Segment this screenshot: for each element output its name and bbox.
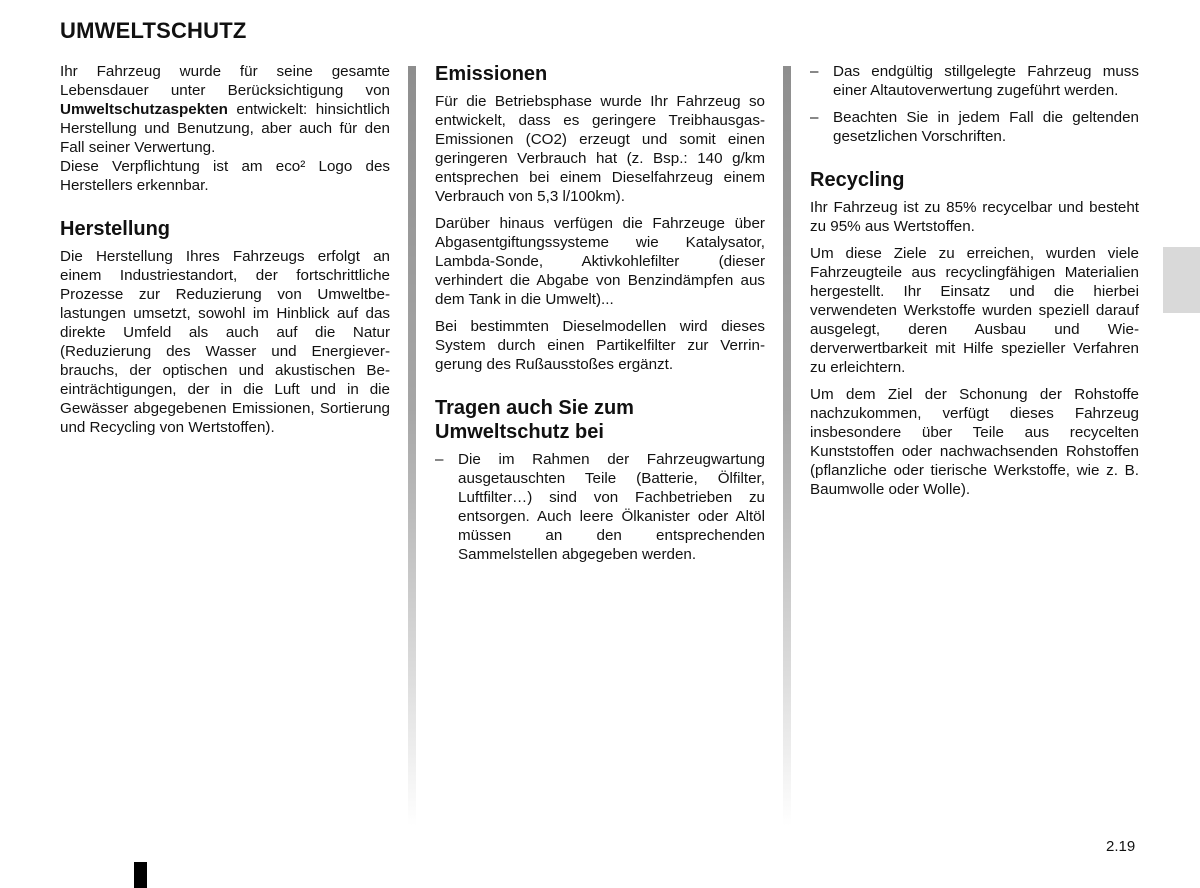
list-item	[810, 62, 1139, 100]
herstellung-paragraph: Die Herstellung Ihres Fahrzeugs erfolgt an einem Industriestandort, der fortschrittliche Prozesse zur Reduzierung von Umweltbelastungen umsetzt, sowohl im Hinblick auf das direkte Umfeld als auch auf die Natur (Reduzierung des Wasser und Energieverbrauchs, der optischen und akustischen Beeinträchtigungen, der in die Luft und in die Gewässer abgegebenen Emissionen, Sortierung und Recycling von Wertstoffen).	[60, 248, 390, 436]
column-left	[60, 62, 390, 445]
recycling-paragraph: Um diese Ziele zu erreichen, wurden viele Fahrzeugteile aus recyclingfähigen Materialien hergestellt. Ihr Einsatz und die hierbei verwendeten Werkstoffe wurden speziell darauf ausgelegt, deren Ausbau und Wiederverwertbarkeit mit Hilfe spezieller Verfahren zu erleichtern.	[810, 245, 1139, 376]
dash-list	[810, 62, 1139, 146]
page-number: 2.19	[1106, 838, 1136, 855]
list-item-text: Die im Rahmen der Fahrzeugwartung ausgetauschten Teile (Batterie, Ölfilter, Luftfilter…) sind von Fachbetrieben zu entsorgen. Auch leere Ölkanister oder Altöl müssen an den entsprechenden Sammelstellen abgegeben werden.	[458, 451, 765, 563]
intro-bold-term: Umweltschutzaspekten	[60, 101, 228, 118]
intro-text-continued: entwickelt: hinsichtlich Herstellung und Benutzung, aber auch für den Fall seiner Verwertung.	[60, 101, 390, 156]
heading-tragen: Tragen auch Sie zum Umweltschutz bei	[435, 397, 634, 443]
column-divider	[783, 66, 791, 826]
print-corner-mark	[134, 862, 147, 888]
intro-paragraph	[60, 62, 390, 195]
dash-list	[435, 450, 765, 564]
emissionen-paragraph: Für die Betriebsphase wurde Ihr Fahrzeug so entwickelt, dass es geringere Treibhausgas-Emissionen (CO2) erzeugt und somit einen geringeren Verbrauch hat (z. Bsp.: 140 g/km entsprechen bei einem Dieselfahrzeug einem Verbrauch von 5,3 l/100km).	[435, 93, 765, 205]
heading-herstellung: Herstellung	[60, 218, 171, 240]
chapter-tab	[1163, 247, 1200, 313]
recycling-paragraph: Ihr Fahrzeug ist zu 85% recycelbar und besteht zu 95% aus Wertstoffen.	[810, 199, 1139, 235]
intro-text: Ihr Fahrzeug wurde für seine gesamte Lebensdauer unter Berücksichtigung von	[60, 63, 390, 99]
dash-bullet: –	[810, 109, 819, 126]
emissionen-paragraph: Darüber hinaus verfügen die Fahrzeuge über Abgasentgiftungssysteme wie Katalysator, Lambda-Sonde, Aktivkohlefilter (dieser verhindert die Abgabe von Benzindämpfen aus dem Tank in die Umwelt)...	[435, 215, 765, 308]
column-right	[810, 62, 1139, 507]
list-item-text: Das endgültig stillgelegte Fahrzeug muss einer Altautoverwertung zugeführt werden.	[833, 63, 1139, 99]
dash-bullet: –	[435, 451, 444, 468]
list-item-text: Beachten Sie in jedem Fall die geltenden gesetzlichen Vorschriften.	[833, 109, 1139, 145]
column-middle	[435, 62, 765, 572]
heading-recycling: Recycling	[810, 169, 905, 191]
page-title: UMWELTSCHUTZ	[60, 18, 247, 43]
eco-logo-note: Diese Verpflichtung ist am eco² Logo des Herstellers erkennbar.	[60, 158, 390, 194]
recycling-paragraph: Um dem Ziel der Schonung der Rohstoffe nachzukommen, verfügt dieses Fahrzeug insbesondere über Teile aus recycelten Kunststoffen oder nachwachsenden Rohstoffen (pflanzliche oder tierische Werkstoffe, wie z. B. Baumwolle oder Wolle).	[810, 386, 1139, 498]
list-item	[810, 108, 1139, 146]
list-item	[435, 450, 765, 564]
heading-emissionen: Emissionen	[435, 63, 548, 85]
column-divider	[408, 66, 416, 826]
emissionen-paragraph: Bei bestimmten Dieselmodellen wird dieses System durch einen Partikelfilter zur Verringerung des Rußausstoßes ergänzt.	[435, 318, 765, 373]
dash-bullet: –	[810, 63, 819, 80]
